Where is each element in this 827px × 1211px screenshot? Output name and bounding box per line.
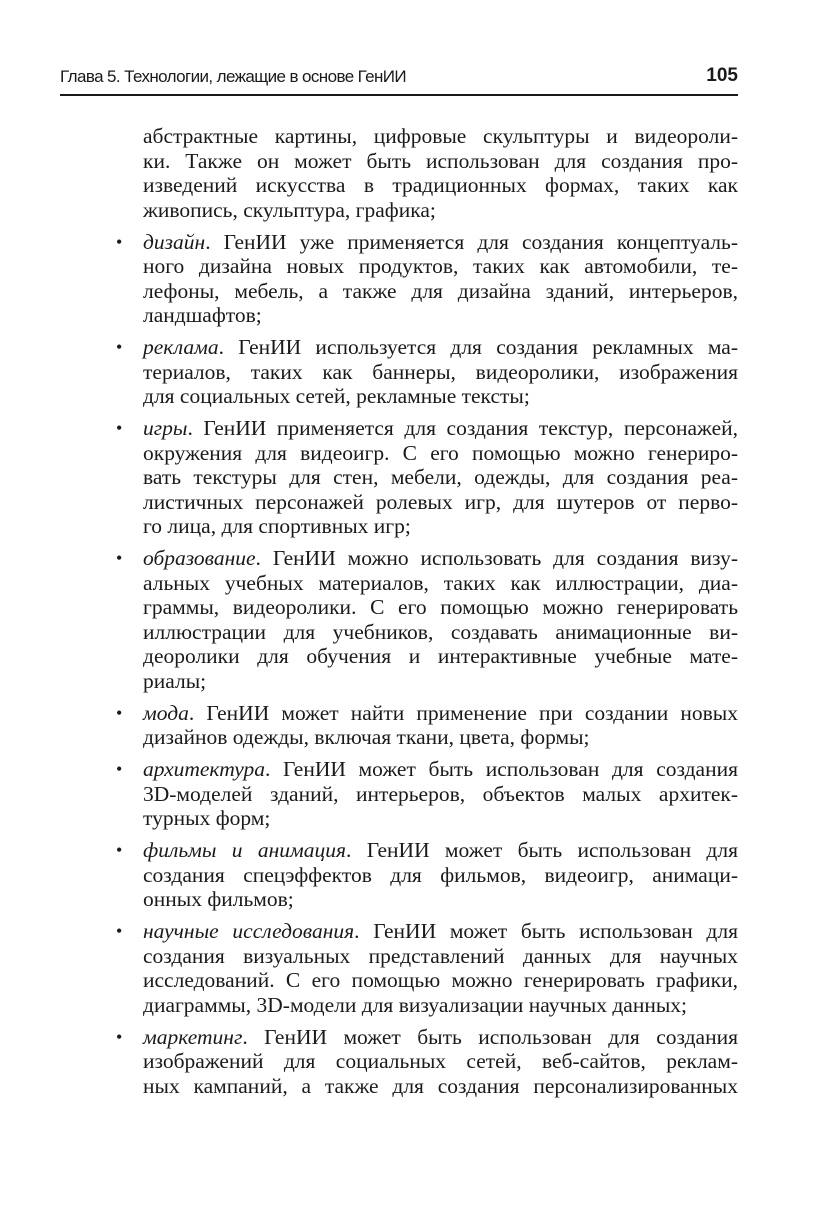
bullet-icon: • (116, 759, 123, 779)
text-line: абстрактные картины, цифровые скульптуры и видеороли- (143, 124, 738, 148)
text-line: исследований. С его помощью можно генерировать графики, (143, 968, 738, 992)
text-line (143, 1025, 738, 1050)
bullet-icon: • (116, 840, 123, 860)
text-line: вать текстуры для стен, мебели, одежды, для создания реа- (143, 465, 738, 489)
text-line (143, 838, 738, 863)
bullet-icon: • (116, 337, 123, 357)
bullet-icon: • (116, 231, 123, 252)
text-line: окружения для видеоигр. С его помощью можно генериро- (143, 440, 738, 465)
item-term: игры (143, 416, 188, 440)
bullet-icon: • (116, 418, 123, 438)
item-text: . ГенИИ может быть использован для (354, 919, 738, 943)
text-line: живопись, скульптура, графика; (143, 197, 436, 222)
item-text: . ГенИИ уже применяется для создания концептуаль- (205, 229, 738, 254)
text-line: диаграммы, 3D-модели для визуализации научных данных; (143, 992, 688, 1017)
item-text: . ГенИИ может быть использован для создания (264, 757, 738, 781)
text-line (143, 416, 738, 441)
list-item (116, 700, 738, 750)
text-line: иллюстрации для учебников, создавать анимационные ви- (143, 619, 738, 644)
text-line (143, 335, 738, 360)
list-item (116, 546, 738, 693)
item-text: . ГенИИ можно использовать для создания визу- (255, 546, 738, 570)
text-line: териалов, таких как баннеры, видеоролики, изображения (143, 359, 738, 384)
item-term: маркетинг (143, 1024, 243, 1049)
text-line: лефоны, мебель, а также для дизайна зданий, интерьеров, (143, 278, 738, 303)
running-header (60, 64, 738, 96)
text-line: ландшафтов; (143, 303, 262, 327)
page-number: 105 (706, 65, 738, 86)
text-line: го лица, для спортивных игр; (143, 514, 411, 538)
list-item (116, 416, 738, 539)
item-term: реклама (143, 335, 219, 359)
item-text: . ГенИИ может быть использован для (346, 838, 738, 862)
list-item (116, 229, 738, 328)
item-text: . ГенИИ может быть использован для создания (242, 1024, 738, 1049)
item-text: . ГенИИ может найти применение при создании новых (188, 700, 738, 725)
page-body (116, 124, 738, 1106)
list-item (116, 919, 738, 1017)
bullet-icon: • (116, 1026, 123, 1047)
text-line: турных форм; (143, 806, 271, 830)
text-line: ки. Также он может быть использован для создания про- (143, 148, 738, 173)
list-item (116, 838, 738, 912)
text-line (143, 230, 738, 255)
text-line (143, 546, 738, 571)
text-line: дизайнов одежды, включая ткани, цвета, формы; (143, 725, 590, 749)
text-line: риалы; (143, 668, 207, 693)
text-line: листичных персонажей ролевых игр, для шутеров от перво- (143, 489, 738, 514)
text-line: деоролики для обучения и интерактивные учебные мате- (143, 644, 738, 668)
intro-paragraph (143, 124, 738, 222)
text-line: ного дизайна новых продуктов, таких как автомобили, те- (143, 254, 738, 278)
item-text: . ГенИИ используется для создания рекламных ма- (218, 335, 738, 359)
bullet-icon: • (116, 702, 123, 723)
text-line (143, 701, 738, 726)
text-line: граммы, видеоролики. С его помощью можно генерировать (143, 595, 738, 619)
item-text: . ГенИИ применяется для создания текстур, персонажей, (187, 416, 738, 440)
text-line: альных учебных материалов, таких как иллюстрации, диа- (143, 570, 738, 595)
chapter-title: Глава 5. Технологии, лежащие в основе ГенИИ (60, 67, 407, 86)
text-line: ных кампаний, а также для создания персонализированных (143, 1073, 738, 1098)
item-term: архитектура (143, 757, 265, 781)
item-term: дизайн (143, 229, 206, 254)
text-line: создания спецэффектов для фильмов, видеоигр, анимаци- (143, 862, 738, 887)
text-line: изображений для социальных сетей, веб-сайтов, реклам- (143, 1049, 738, 1073)
text-line (143, 757, 738, 782)
text-line: для социальных сетей, рекламные тексты; (143, 384, 530, 408)
text-line (143, 919, 738, 944)
text-line: создания визуальных представлений данных для научных (143, 943, 738, 968)
item-term: научные исследования (143, 919, 355, 943)
text-line: 3D-моделей зданий, интерьеров, объектов малых архитек- (143, 781, 738, 806)
list-item (116, 1024, 738, 1099)
text-line: онных фильмов; (143, 887, 294, 911)
bullet-icon: • (116, 921, 123, 941)
bullet-icon: • (116, 548, 123, 568)
item-term: мода (143, 700, 189, 725)
item-term: фильмы и анимация (143, 838, 346, 862)
list-item (116, 335, 738, 409)
item-term: образование (143, 546, 256, 570)
list-item (116, 757, 738, 831)
text-line: изведений искусства в традиционных формах, таких как (143, 173, 738, 197)
